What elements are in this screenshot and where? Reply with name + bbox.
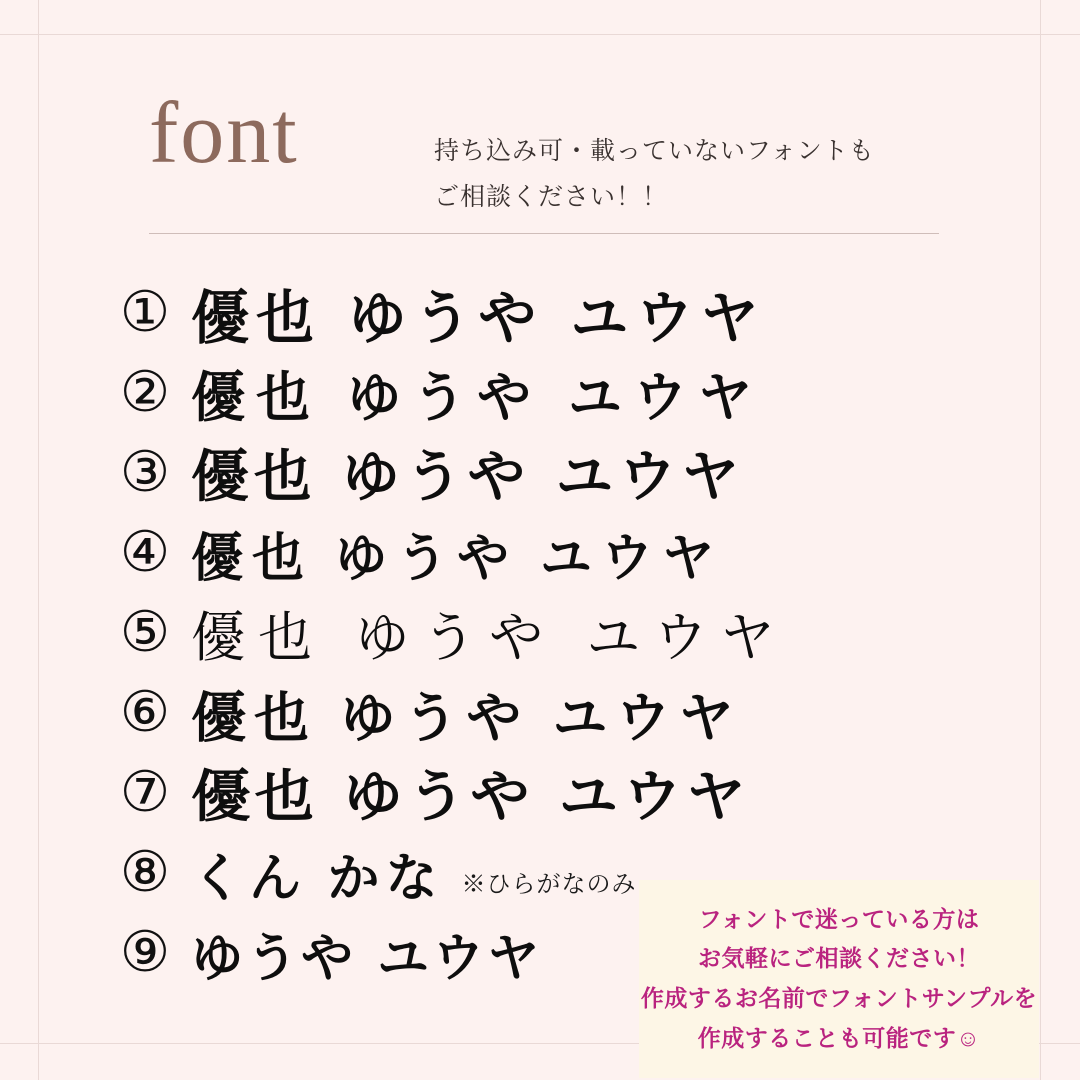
sample-text: 優也 ゆうや ユウヤ [191,445,745,510]
callout-line-2: お気軽にご相談ください！ [698,945,980,972]
callout-line-1: フォントで迷っている方は [698,905,980,932]
hiragana-only-note: ※ひらがなのみ [461,871,637,899]
sample-number: ④ [119,520,171,585]
sample-number: ③ [119,440,171,505]
sample-number: ① [119,280,171,345]
sample-text: 優也 ゆうや ユウヤ [191,687,742,748]
sample-text: ゆうや ユウヤ [191,928,543,989]
sample-number: ⑤ [119,600,171,665]
guide-line-right [1040,0,1041,1080]
sample-text: 優也 ゆうや ユウヤ [191,284,766,352]
list-item [99,273,999,353]
header-divider [149,233,939,234]
sample-number: ② [119,360,171,425]
sample-text: 優也 ゆうや ユウヤ [191,367,764,428]
callout-line-4: 作成することも可能です☺ [697,1024,981,1051]
sample-text: 優也 ゆうや ユウヤ [191,605,788,669]
sample-number: ⑦ [119,760,171,825]
consultation-callout [639,880,1039,1078]
header-note-line-1: 持ち込み可・載っていないフォントも [434,137,875,165]
page-title: font [149,85,299,182]
list-item [99,673,999,753]
list-item [99,353,999,433]
list-item [99,433,999,513]
callout-line-3: 作成するお名前でフォントサンプルを [640,985,1038,1011]
content-frame [39,35,1040,1051]
sample-text: くん かな [191,849,444,908]
list-item [99,593,999,673]
header-note-line-2: ご相談ください！！ [434,183,669,212]
header-note [434,128,979,221]
list-item [99,753,999,833]
list-item [99,513,999,593]
sample-number: ⑨ [119,920,171,985]
sample-text: 優也 ゆうや ユウヤ [191,530,724,588]
sample-number: ⑥ [119,680,171,745]
sample-number: ⑧ [119,840,171,905]
sample-text: 優也 ゆうや ユウヤ [191,765,750,830]
header [149,80,979,210]
